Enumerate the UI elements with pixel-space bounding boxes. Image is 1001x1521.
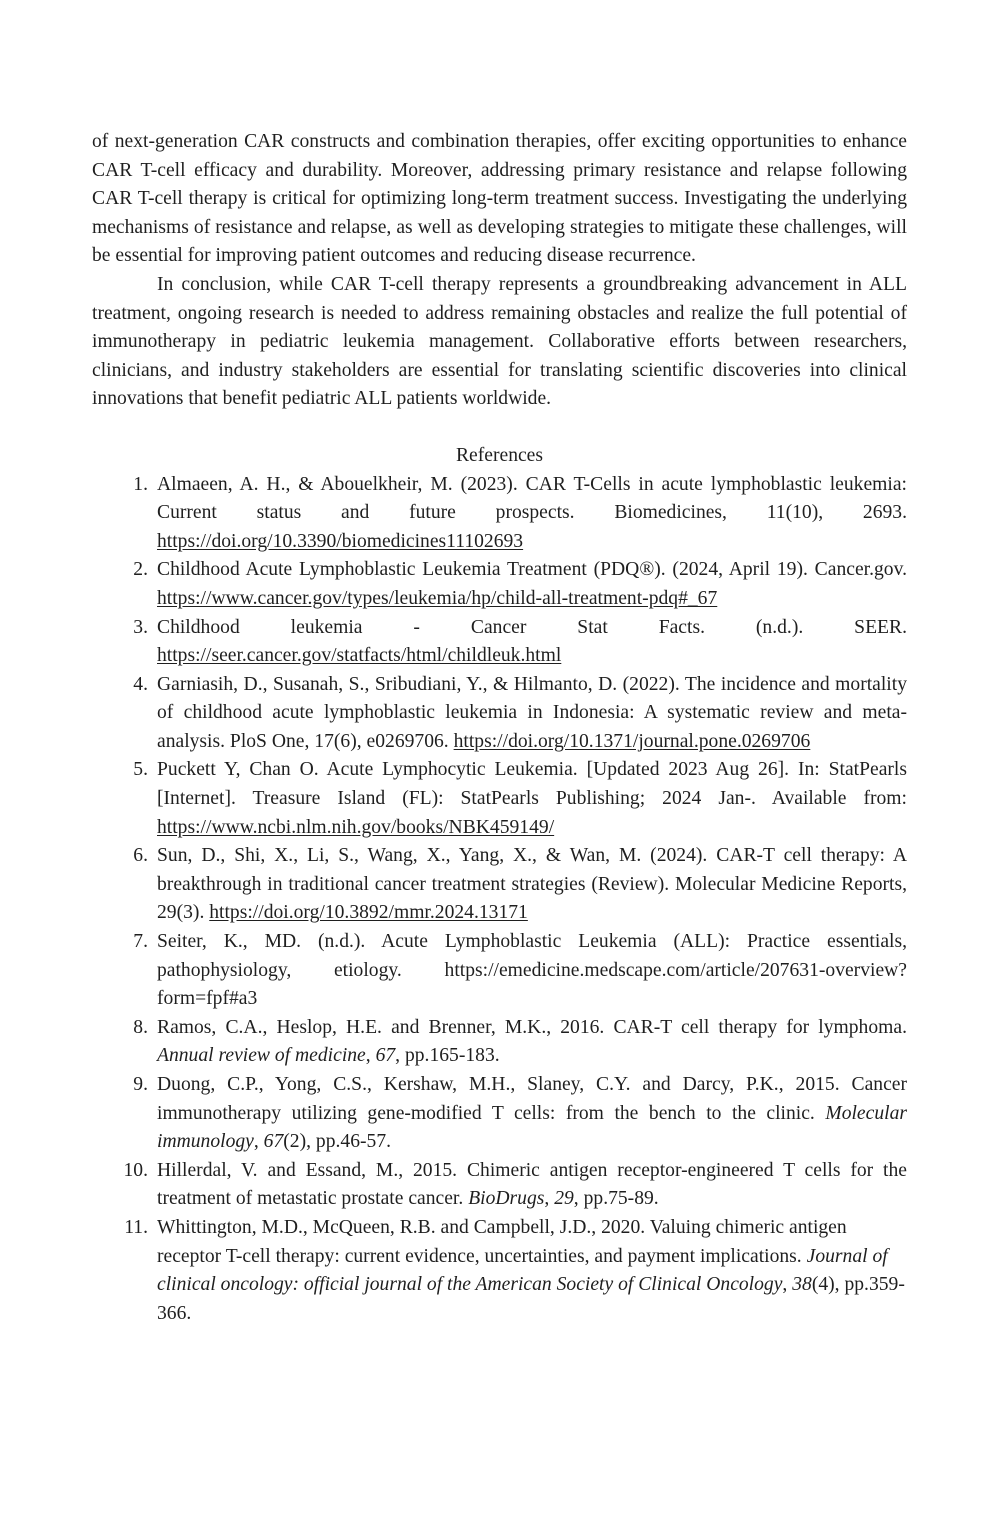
reference-number: 5. xyxy=(133,759,148,781)
reference-volume: 29 xyxy=(554,1188,574,1210)
reference-separator: , xyxy=(253,1131,264,1153)
reference-journal: BioDrugs xyxy=(468,1188,545,1210)
reference-item xyxy=(92,556,907,613)
reference-volume: 67 xyxy=(263,1131,284,1153)
document-page xyxy=(92,128,907,1328)
reference-link[interactable]: https://www.cancer.gov/types/leukemia/hp/child-all-treatment-pdq#_67 xyxy=(157,587,718,609)
reference-pages: , pp.75-89. xyxy=(573,1188,659,1210)
reference-number: 8. xyxy=(133,1016,148,1038)
reference-text: Whittington, M.D., McQueen, R.B. and Campbell, J.D., 2020. Valuing chimeric antigen receptor T-cell therapy: current evidence, uncertainties, and payment implications. xyxy=(157,1216,847,1267)
reference-number: 7. xyxy=(133,931,148,953)
reference-link[interactable]: https://doi.org/10.3892/mmr.2024.13171 xyxy=(209,902,528,924)
reference-link[interactable]: https://www.ncbi.nlm.nih.gov/books/NBK459149/ xyxy=(157,816,555,838)
reference-number: 1. xyxy=(133,473,148,495)
reference-item xyxy=(92,1071,907,1157)
reference-number: 3. xyxy=(133,616,148,638)
reference-item xyxy=(92,1014,907,1071)
reference-pages: (4), pp.359-366. xyxy=(157,1274,905,1324)
reference-journal: Annual review of medicine xyxy=(157,1045,366,1067)
reference-number: 2. xyxy=(133,559,148,581)
reference-number: 10. xyxy=(123,1159,148,1181)
reference-text: Puckett Y, Chan O. Acute Lymphocytic Leukemia. [Updated 2023 Aug 26]. In: StatPearls [Internet]. Treasure Island (FL): StatPearls Publishing; 2024 Jan-. Available from: xyxy=(157,759,907,810)
reference-number: 9. xyxy=(133,1074,148,1095)
reference-text: Childhood leukemia - Cancer Stat Facts. (n.d.). SEER. xyxy=(157,616,907,638)
reference-text: Almaeen, A. H., & Abouelkheir, M. (2023). CAR T-Cells in acute lymphoblastic leukemia: Current status and future prospects. Biomedicines, 11(10), 2693. xyxy=(157,473,907,524)
reference-separator: , xyxy=(782,1274,793,1296)
references-heading: References xyxy=(455,444,544,466)
reference-url-text: https://emedicine.medscape.com/article/207631-overview?form=fpf#a3 xyxy=(157,959,907,1010)
body-paragraph: of next-generation CAR constructs and combination therapies, offer exciting opportunities to enhance CAR T-cell efficacy and durability. Moreover, addressing primary resistance and relapse following CAR T-cell therapy is critical for optimizing long-term treatment success. Investigating the underlying mechanisms of resistance and relapse, as well as developing strategies to mitigate these challenges, will be essential for improving patient outcomes and reducing disease recurrence. xyxy=(92,131,907,267)
reference-separator: , xyxy=(365,1045,376,1067)
reference-item xyxy=(92,842,907,928)
reference-text: Hillerdal, V. and Essand, M., 2015. Chimeric antigen receptor-engineered T cells for the treatment of metastatic prostate cancer. xyxy=(157,1159,907,1210)
reference-pages: (2), pp.46-57. xyxy=(283,1131,392,1153)
reference-number: 4. xyxy=(133,673,148,695)
reference-text: Sun, D., Shi, X., Li, S., Wang, X., Yang, X., & Wan, M. (2024). CAR‑T cell therapy: A breakthrough in traditional cancer treatment strategies (Review). Molecular Medicine Reports, 29(3). xyxy=(157,845,907,924)
reference-item xyxy=(92,671,907,757)
reference-link[interactable]: https://seer.cancer.gov/statfacts/html/childleuk.html xyxy=(157,645,562,667)
reference-journal: Molecular immunology xyxy=(157,1102,907,1153)
references-list xyxy=(92,471,907,1329)
reference-number: 11. xyxy=(124,1216,148,1238)
reference-separator: , xyxy=(544,1188,555,1210)
reference-number: 6. xyxy=(133,845,148,867)
reference-text: Childhood Acute Lymphoblastic Leukemia Treatment (PDQ®). (2024, April 19). Cancer.gov. xyxy=(157,559,907,581)
reference-text: Duong, C.P., Yong, C.S., Kershaw, M.H., Slaney, C.Y. and Darcy, P.K., 2015. Cancer immunotherapy utilizing gene-modified T cells: from the bench to the clinic. xyxy=(157,1074,907,1124)
reference-link[interactable]: https://doi.org/10.3390/biomedicines11102693 xyxy=(157,530,524,552)
reference-volume: 67 xyxy=(375,1045,396,1067)
reference-pages: , pp.165-183. xyxy=(395,1045,500,1067)
reference-journal: Journal of clinical oncology: official journal of the American Society of Clinical Oncology xyxy=(157,1245,888,1296)
reference-text: Ramos, C.A., Heslop, H.E. and Brenner, M.K., 2016. CAR-T cell therapy for lymphoma. xyxy=(157,1016,907,1038)
reference-link[interactable]: https://doi.org/10.1371/journal.pone.0269706 xyxy=(453,730,811,752)
reference-volume: 38 xyxy=(792,1274,812,1296)
reference-item xyxy=(92,1157,907,1214)
reference-text: Seiter, K., MD. (n.d.). Acute Lymphoblastic Leukemia (ALL): Practice essentials, pathophysiology, etiology. xyxy=(157,931,907,981)
conclusion-paragraph: In conclusion, while CAR T-cell therapy represents a groundbreaking advancement in ALL treatment, ongoing research is needed to address remaining obstacles and realize the full potential of immunotherapy in pediatric leukemia management. Collaborative efforts between researchers, clinicians, and industry stakeholders are essential for translating scientific discoveries into clinical innovations that benefit pediatric ALL patients worldwide. xyxy=(92,273,907,410)
reference-item xyxy=(92,756,907,842)
reference-item xyxy=(92,614,907,671)
reference-text: Garniasih, D., Susanah, S., Sribudiani, Y., & Hilmanto, D. (2022). The incidence and mortality of childhood acute lymphoblastic leukemia in Indonesia: A systematic review and meta-analysis. PloS One, 17(6), e0269706. xyxy=(157,673,907,752)
reference-item xyxy=(92,928,907,1014)
reference-item xyxy=(92,471,907,557)
reference-item xyxy=(92,1214,907,1328)
